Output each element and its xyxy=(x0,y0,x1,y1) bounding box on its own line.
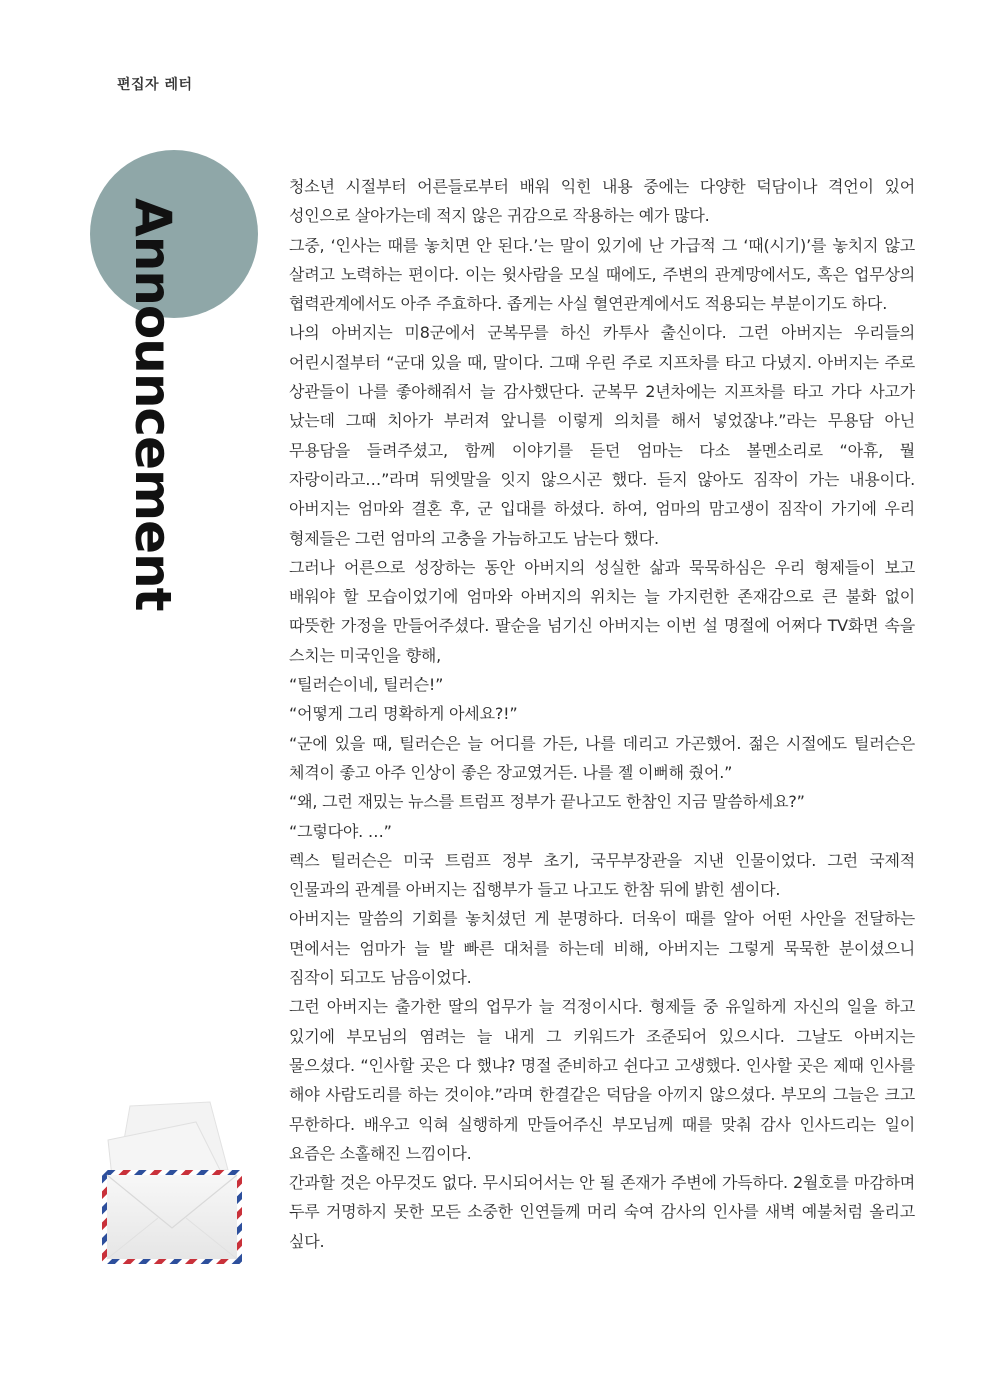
paragraph: 청소년 시절부터 어른들로부터 배워 익힌 내용 중에는 다양한 덕담이나 격언이 있어 성인으로 살아가는데 적지 않은 귀감으로 작용하는 예가 많다. xyxy=(289,177,915,226)
airmail-envelope-icon xyxy=(100,1100,244,1268)
paragraph: “그렇다야. …” xyxy=(289,821,392,841)
paragraph: “군에 있을 때, 틸러슨은 늘 어디를 가든, 나를 데리고 가곤했어. 젊은 시절에도 틸러슨은 체격이 좋고 아주 인상이 좋은 장교였거든. 나를 젤 이뻐해 줬어.” xyxy=(289,733,915,782)
article-body xyxy=(289,172,915,1256)
paragraph: 그중, ‘인사는 때를 놓치면 안 된다.’는 말이 있기에 난 가급적 그 ‘때(시기)’를 놓치지 않고 살려고 노력하는 편이다. 이는 윗사람을 모실 때에도, 주변의 관계망에서도, 혹은 업무상의 협력관계에서도 아주 주효하다. 좁게는 사실 혈연관계에서도 적용되는 부분이기도 하다. xyxy=(289,235,915,314)
paragraph: “어떻게 그리 명확하게 아세요?!” xyxy=(289,704,518,724)
paragraph: “틸러슨이네, 틸러슨!” xyxy=(289,675,444,695)
page-title: Announcement xyxy=(124,198,182,611)
paragraph: 그러나 어른으로 성장하는 동안 아버지의 성실한 삶과 묵묵하심은 우리 형제들이 보고 배워야 할 모습이었기에 엄마와 아버지의 위치는 늘 가지런한 존재감으로 큰 불화 없이 따뜻한 가정을 만들어주셨다. 팔순을 넘기신 아버지는 이번 설 명절에 어쩌다 TV화면 속을 스치는 미국인을 향해, xyxy=(289,557,915,665)
paragraph: “왜, 그런 재밌는 뉴스를 트럼프 정부가 끝나고도 한참인 지금 말씀하세요?” xyxy=(289,792,805,812)
paragraph: 그런 아버지는 출가한 딸의 업무가 늘 걱정이시다. 형제들 중 유일하게 자신의 일을 하고 있기에 부모님의 염려는 늘 내게 그 키워드가 조준되어 있으시다. 그날도 아버지는 물으셨다. “인사할 곳은 다 했냐? 명절 준비하고 쉰다고 고생했다. 인사할 곳은 제때 인사를 해야 사람도리를 하는 것이야.”라며 한결같은 덕담을 아끼지 않으셨다. 부모의 그늘은 크고 무한하다. 배우고 익혀 실행하게 만들어주신 부모님께 때를 맞춰 감사 인사드리는 일이 요즘은 소홀해진 느낌이다. xyxy=(289,997,915,1163)
section-label: 편집자 레터 xyxy=(117,77,193,93)
paragraph: 간과할 것은 아무것도 없다. 무시되어서는 안 될 존재가 주변에 가득하다. 2월호를 마감하며 두루 거명하지 못한 모든 소중한 인연들께 머리 숙여 감사의 인사를 새벽 예불처럼 올리고 싶다. xyxy=(289,1173,915,1251)
paragraph: 나의 아버지는 미8군에서 군복무를 하신 카투사 출신이다. 그런 아버지는 우리들의 어린시절부터 “군대 있을 때, 말이다. 그때 우린 주로 지프차를 타고 다녔지. 아버지는 주로 상관들이 나를 좋아해줘서 늘 감사했단다. 군복무 2년차에는 지프차를 타고 가다 사고가 났는데 그때 치아가 부러져 앞니를 이렇게 의치를 해서 넣었잖냐.”라는 무용담 아닌 무용담을 들려주셨고, 함께 이야기를 듣던 엄마는 다소 볼멘소리로 “아휴, 뭘 자랑이라고…”라며 뒤엣말을 잇지 않으시곤 했다. 듣지 않아도 짐작이 가는 내용이다. 아버지는 엄마와 결혼 후, 군 입대를 하셨다. 하여, 엄마의 맘고생이 짐작이 가기에 우리 형제들은 그런 엄마의 고충을 가늠하고도 남는다 했다. xyxy=(289,323,915,548)
paragraph: 렉스 틸러슨은 미국 트럼프 정부 초기, 국무부장관을 지낸 인물이었다. 그런 국제적 인물과의 관계를 아버지는 집행부가 들고 나고도 한참 뒤에 밝힌 셈이다. xyxy=(289,850,915,900)
paragraph: 아버지는 말씀의 기회를 놓치셨던 게 분명하다. 더욱이 때를 알아 어떤 사안을 전달하는 면에서는 엄마가 늘 발 빠른 대처를 하는데 비해, 아버지는 그렇게 묵묵한 분이셨으니 짐작이 되고도 남음이었다. xyxy=(289,909,915,988)
